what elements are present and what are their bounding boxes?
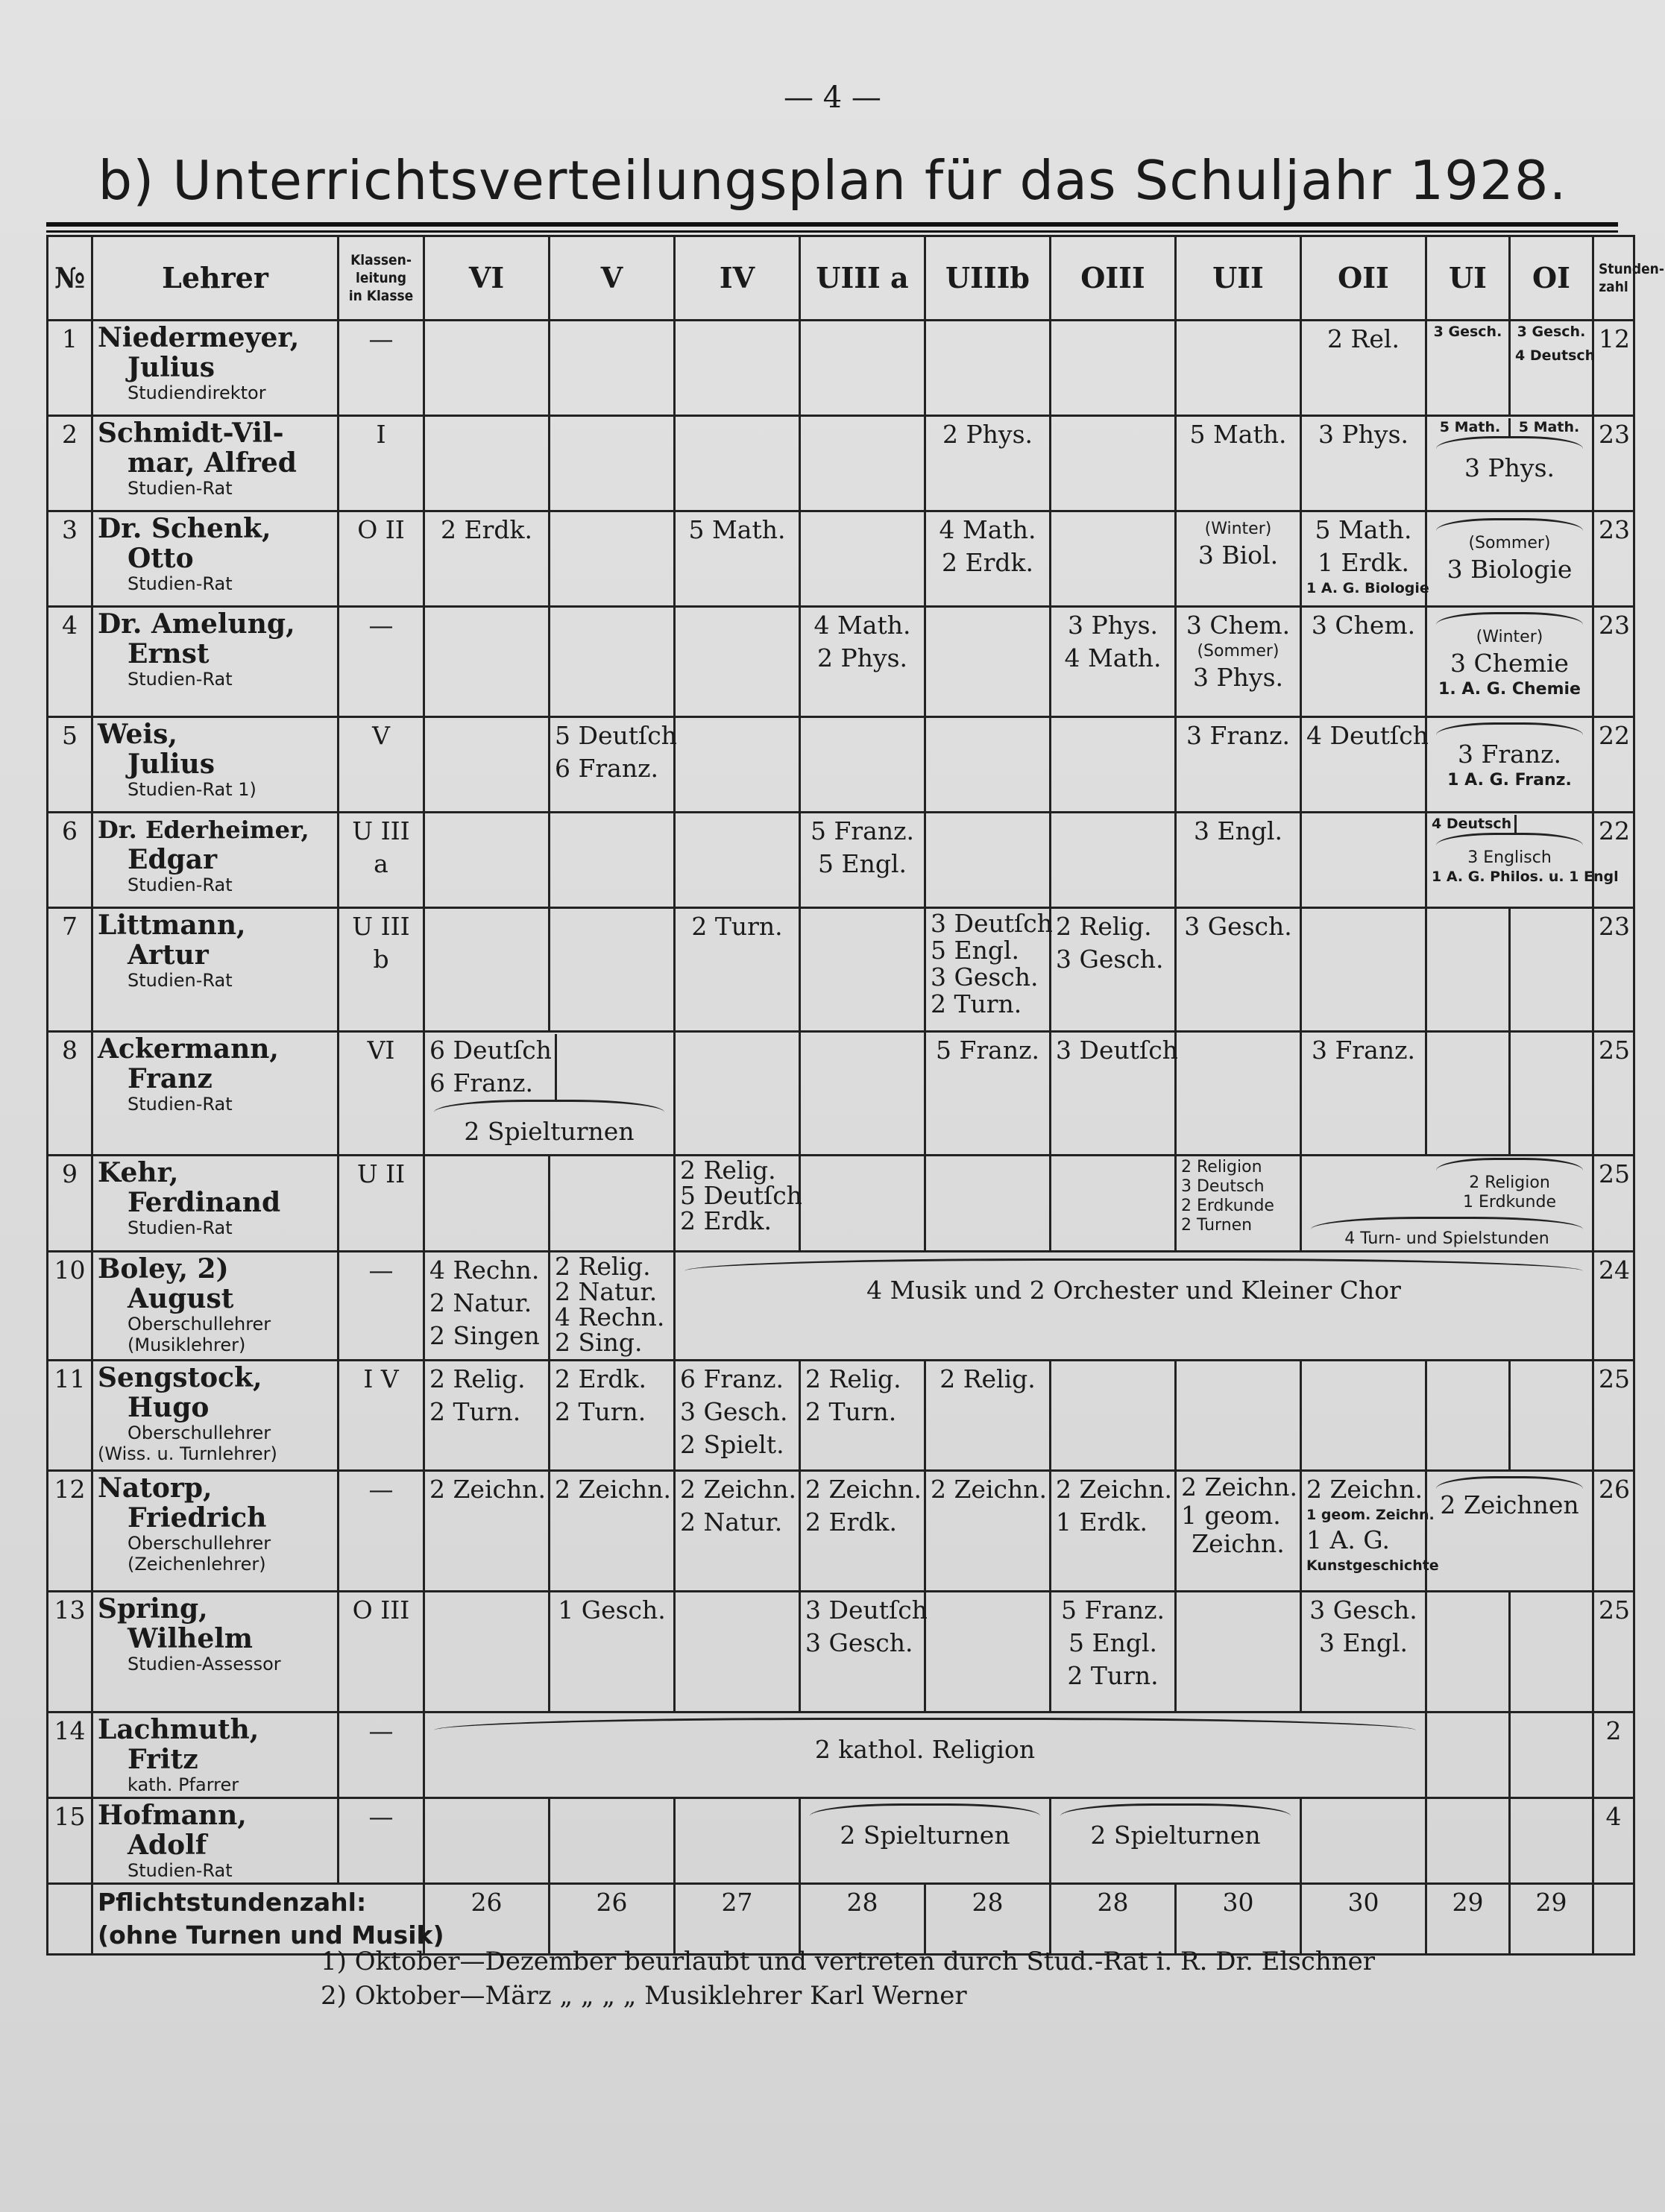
- summary-value: 26: [424, 1884, 550, 1955]
- summary-value: 28: [800, 1884, 925, 1955]
- col-header-stundenzahl: Stunden- zahl: [1593, 236, 1634, 321]
- teacher-cell: [92, 511, 339, 607]
- teacher-title: Studien-Rat: [128, 1094, 233, 1115]
- teacher-title: Studien-Rat: [128, 875, 233, 895]
- row-number: 7: [48, 908, 92, 1032]
- lesson-cell: 2 Erdk. 2 Turn.: [550, 1361, 675, 1471]
- class-lead: —: [339, 1798, 424, 1884]
- teacher-name: Hugo: [128, 1392, 210, 1423]
- class-lead: O III: [339, 1592, 424, 1712]
- lesson-cell: 2 Religion 3 Deutsch 2 Erdkunde 2 Turnen: [1176, 1156, 1301, 1252]
- lesson-cell-merged: 4 Musik und 2 Orchester und Kleiner Chor: [675, 1252, 1593, 1361]
- teacher-name: Dr. Ederheimer,: [98, 816, 309, 844]
- summary-value: 29: [1510, 1884, 1593, 1955]
- teacher-cell: [92, 1471, 339, 1592]
- teacher-title: (Zeichenlehrer): [128, 1554, 266, 1575]
- lesson-cell: 2 Turn.: [675, 908, 800, 1032]
- teacher-cell: [92, 1592, 339, 1712]
- class-lead: —: [339, 1252, 424, 1361]
- hours-total: 22: [1593, 717, 1634, 813]
- teacher-cell: [92, 717, 339, 813]
- lesson-cell: 4 Deutſch: [1301, 717, 1426, 813]
- table-row: [48, 321, 1634, 416]
- hours-total: 23: [1593, 607, 1634, 717]
- col-header-uiiib: UIIIb: [925, 236, 1051, 321]
- lesson-cell: 3 Deutſch 5 Engl. 3 Gesch. 2 Turn.: [925, 908, 1051, 1032]
- hours-total: 12: [1593, 321, 1634, 416]
- summary-value: 30: [1301, 1884, 1426, 1955]
- hours-total: 23: [1593, 908, 1634, 1032]
- teacher-name: Edgar: [128, 844, 218, 875]
- lesson-cell-merged: (Sommer) 3 Biologie: [1426, 511, 1593, 607]
- teacher-name: Hofmann,: [98, 1800, 247, 1831]
- teacher-name: Friedrich: [128, 1502, 267, 1534]
- table-row: [48, 1592, 1634, 1712]
- lesson-cell: 2 Zeichn. 1 geom. Zeichn.: [1176, 1471, 1301, 1592]
- hours-total: 22: [1593, 813, 1634, 908]
- teacher-name: Adolf: [128, 1830, 207, 1861]
- lesson-cell-merged: 2 Zeichnen: [1426, 1471, 1593, 1592]
- col-header-vi: VI: [424, 236, 550, 321]
- lesson-cell: 2 Erdk.: [424, 511, 550, 607]
- teacher-title: Oberschullehrer: [128, 1533, 271, 1554]
- col-header-lehrer: Lehrer: [92, 236, 339, 321]
- row-number: 4: [48, 607, 92, 717]
- lesson-cell: 2 Relig. 3 Gesch.: [1051, 908, 1176, 1032]
- lesson-cell: 2 Zeichn. 1 Erdk.: [1051, 1471, 1176, 1592]
- lesson-cell: 3 Engl.: [1176, 813, 1301, 908]
- teacher-cell: [92, 416, 339, 511]
- class-lead: VI: [339, 1032, 424, 1156]
- teacher-title: kath. Pfarrer: [128, 1774, 239, 1795]
- lesson-cell-merged: 2 Religion 1 Erdkunde 4 Turn- und Spielstunden: [1301, 1156, 1593, 1252]
- teacher-title: Studien-Rat 1): [128, 779, 256, 800]
- teacher-title: Studiendirektor: [128, 382, 266, 403]
- teacher-cell: [92, 1252, 339, 1361]
- table-row: [48, 1471, 1634, 1592]
- row-number: 12: [48, 1471, 92, 1592]
- lesson-cell: 2 Zeichn. 2 Natur.: [675, 1471, 800, 1592]
- lesson-cell: 3 Gesch. 3 Engl.: [1301, 1592, 1426, 1712]
- col-header-ui: UI: [1426, 236, 1510, 321]
- lesson-cell: 3 Gesch.: [1426, 321, 1510, 416]
- row-number: 14: [48, 1712, 92, 1798]
- row-number: 15: [48, 1798, 92, 1884]
- document-title: b) Unterrichtsverteilungsplan für das Schuljahr 1928.: [98, 149, 1567, 212]
- class-lead: —: [339, 1712, 424, 1798]
- teacher-title: (Musiklehrer): [128, 1335, 246, 1355]
- schedule-table: [46, 235, 1664, 1956]
- lesson-cell: 3 Phys. 4 Math.: [1051, 607, 1176, 717]
- lesson-cell: 2 Relig.: [925, 1361, 1051, 1471]
- row-number: 2: [48, 416, 92, 511]
- lesson-cell-merged: 4 Deutsch 3 Englisch 1 A. G. Philos. u. 1 Engl: [1426, 813, 1593, 908]
- footnotes: [321, 1944, 1375, 2013]
- lesson-cell: 6 Franz. 3 Gesch. 2 Spielt.: [675, 1361, 800, 1471]
- lesson-cell: 2 Relig. 2 Turn.: [800, 1361, 925, 1471]
- teacher-cell: [92, 1361, 339, 1471]
- teacher-name: Lachmuth,: [98, 1714, 259, 1745]
- teacher-name: Natorp,: [98, 1472, 213, 1504]
- class-lead: O II: [339, 511, 424, 607]
- hours-total: 25: [1593, 1032, 1634, 1156]
- header-row: [48, 236, 1634, 321]
- table-row: [48, 717, 1634, 813]
- teacher-name: Julius: [128, 352, 215, 383]
- teacher-name: Littmann,: [98, 910, 246, 941]
- teacher-name: Artur: [128, 939, 209, 971]
- table-row: [48, 1798, 1634, 1884]
- lesson-cell: 3 Chem. (Sommer) 3 Phys.: [1176, 607, 1301, 717]
- lesson-cell: 5 Deutſch 6 Franz.: [550, 717, 675, 813]
- title-rule-thin: [46, 230, 1618, 233]
- lesson-cell-merged: (Winter) 3 Chemie 1. A. G. Chemie: [1426, 607, 1593, 717]
- lesson-cell-merged: 3 Franz. 1 A. G. Franz.: [1426, 717, 1593, 813]
- footnote: 1) Oktober—Dezember beurlaubt und vertreten durch Stud.-Rat i. R. Dr. Elschner: [321, 1947, 1375, 1976]
- teacher-title: Studien-Rat: [128, 573, 233, 594]
- lesson-cell: 2 Zeichn. 1 geom. Zeichn. 1 A. G. Kunstgeschichte: [1301, 1471, 1426, 1592]
- summary-value: 28: [1051, 1884, 1176, 1955]
- lesson-cell: 5 Math.: [1176, 416, 1301, 511]
- table-row: [48, 1156, 1634, 1252]
- teacher-name: Ackermann,: [98, 1033, 279, 1065]
- row-number: 6: [48, 813, 92, 908]
- table-row: [48, 416, 1634, 511]
- lesson-cell: 4 Rechn. 2 Natur. 2 Singen: [424, 1252, 550, 1361]
- table-row: [48, 607, 1634, 717]
- row-number: 3: [48, 511, 92, 607]
- lesson-cell: 3 Gesch.: [1176, 908, 1301, 1032]
- lesson-cell: 5 Franz. 5 Engl.: [800, 813, 925, 908]
- lesson-cell: 2 Rel.: [1301, 321, 1426, 416]
- class-lead: I: [339, 416, 424, 511]
- teacher-title: Oberschullehrer: [128, 1422, 271, 1443]
- lesson-cell: 4 Math. 2 Erdk.: [925, 511, 1051, 607]
- col-header-oiii: OIII: [1051, 236, 1176, 321]
- lesson-cell: 2 Zeichn. 2 Erdk.: [800, 1471, 925, 1592]
- teacher-cell: [92, 908, 339, 1032]
- teacher-name: Franz: [128, 1063, 213, 1094]
- hours-total: 25: [1593, 1592, 1634, 1712]
- lesson-cell-merged: 2 Spielturnen: [1051, 1798, 1301, 1884]
- lesson-cell-merged: 2 Spielturnen: [800, 1798, 1051, 1884]
- teacher-title: (Wiss. u. Turnlehrer): [98, 1443, 277, 1464]
- teacher-name: mar, Alfred: [128, 447, 297, 479]
- lesson-cell: 3 Deutſch: [1051, 1032, 1176, 1156]
- hours-total: 24: [1593, 1252, 1634, 1361]
- row-number: 13: [48, 1592, 92, 1712]
- hours-total: 26: [1593, 1471, 1634, 1592]
- row-number: 10: [48, 1252, 92, 1361]
- col-header-v: V: [550, 236, 675, 321]
- teacher-name: Sengstock,: [98, 1362, 262, 1393]
- teacher-name: Otto: [128, 543, 194, 574]
- teacher-title: Oberschullehrer: [128, 1314, 271, 1335]
- teacher-cell: [92, 1712, 339, 1798]
- class-lead: I V: [339, 1361, 424, 1471]
- row-number: 5: [48, 717, 92, 813]
- col-header-iv: IV: [675, 236, 800, 321]
- lesson-cell: 5 Math. 1 Erdk. 1 A. G. Biologie: [1301, 511, 1426, 607]
- lesson-cell: 5 Franz. 5 Engl. 2 Turn.: [1051, 1592, 1176, 1712]
- teacher-cell: [92, 813, 339, 908]
- hours-total: 25: [1593, 1361, 1634, 1471]
- teacher-title: Studien-Rat: [128, 970, 233, 991]
- teacher-name: August: [128, 1283, 234, 1314]
- col-header-uii: UII: [1176, 236, 1301, 321]
- summary-label: Pflichtstundenzahl: (ohne Turnen und Musik): [92, 1884, 424, 1955]
- page-number: — 4 —: [784, 81, 881, 115]
- lesson-cell: 3 Chem.: [1301, 607, 1426, 717]
- lesson-cell: 3 Phys.: [1301, 416, 1426, 511]
- hours-total: 23: [1593, 416, 1634, 511]
- class-lead: V: [339, 717, 424, 813]
- table-row: [48, 908, 1634, 1032]
- col-header-no: №: [48, 236, 92, 321]
- col-header-oi: OI: [1510, 236, 1593, 321]
- teacher-name: Ferdinand: [128, 1187, 281, 1218]
- table-row: [48, 1032, 1634, 1156]
- teacher-name: Fritz: [128, 1744, 198, 1775]
- teacher-title: Studien-Rat: [128, 1860, 233, 1881]
- teacher-name: Spring,: [98, 1593, 208, 1625]
- footnote: 2) Oktober—März „ „ „ „ Musiklehrer Karl Werner: [321, 1981, 967, 2011]
- lesson-cell: 2 Relig. 2 Natur. 4 Rechn. 2 Sing.: [550, 1252, 675, 1361]
- title-rule-thick: [46, 222, 1618, 227]
- table-row: [48, 813, 1634, 908]
- hours-total: 4: [1593, 1798, 1634, 1884]
- col-header-oii: OII: [1301, 236, 1426, 321]
- lesson-cell: 2 Zeichn.: [550, 1471, 675, 1592]
- teacher-title: Studien-Assessor: [128, 1654, 281, 1674]
- teacher-name: Dr. Amelung,: [98, 608, 295, 640]
- lesson-cell: 3 Franz.: [1301, 1032, 1426, 1156]
- row-number: 9: [48, 1156, 92, 1252]
- lesson-cell: 5 Franz.: [925, 1032, 1051, 1156]
- class-lead: U III b: [339, 908, 424, 1032]
- lesson-cell: 5 Math.: [675, 511, 800, 607]
- teacher-title: Studien-Rat: [128, 669, 233, 690]
- row-number: 1: [48, 321, 92, 416]
- lesson-cell: 2 Relig. 2 Turn.: [424, 1361, 550, 1471]
- teacher-name: Kehr,: [98, 1157, 179, 1188]
- lesson-cell-merged: 6 Deutſch 6 Franz. 2 Spielturnen: [424, 1032, 675, 1156]
- lesson-cell: 4 Math. 2 Phys.: [800, 607, 925, 717]
- lesson-cell: 3 Gesch. 4 Deutsch: [1510, 321, 1593, 416]
- lesson-cell: 1 Gesch.: [550, 1592, 675, 1712]
- teacher-name: Julius: [128, 749, 215, 780]
- teacher-cell: [92, 1032, 339, 1156]
- teacher-name: Boley, 2): [98, 1253, 229, 1285]
- teacher-name: Weis,: [98, 719, 177, 750]
- row-number: 11: [48, 1361, 92, 1471]
- class-lead: U II: [339, 1156, 424, 1252]
- col-header-klassenleitung: Klassen- leitung in Klasse: [339, 236, 424, 321]
- col-header-uiiia: UIII a: [800, 236, 925, 321]
- class-lead: —: [339, 607, 424, 717]
- table-row: [48, 1712, 1634, 1798]
- lesson-cell: 2 Zeichn.: [925, 1471, 1051, 1592]
- hours-total: 2: [1593, 1712, 1634, 1798]
- teacher-name: Ernst: [128, 638, 210, 669]
- teacher-cell: [92, 607, 339, 717]
- lesson-cell-merged: 5 Math. 5 Math. 3 Phys.: [1426, 416, 1593, 511]
- summary-value: 29: [1426, 1884, 1510, 1955]
- hours-total: 23: [1593, 511, 1634, 607]
- teacher-name: Niedermeyer,: [98, 322, 300, 353]
- summary-value: 28: [925, 1884, 1051, 1955]
- summary-value: 26: [550, 1884, 675, 1955]
- lesson-cell: 2 Relig. 5 Deutſch 2 Erdk.: [675, 1156, 800, 1252]
- row-number: 8: [48, 1032, 92, 1156]
- summary-value: 30: [1176, 1884, 1301, 1955]
- class-lead: U III a: [339, 813, 424, 908]
- lesson-cell: 2 Phys.: [925, 416, 1051, 511]
- teacher-cell: [92, 321, 339, 416]
- teacher-title: Studien-Rat: [128, 1217, 233, 1238]
- lesson-cell: 3 Deutſch 3 Gesch.: [800, 1592, 925, 1712]
- lesson-cell: 2 Zeichn.: [424, 1471, 550, 1592]
- teacher-cell: [92, 1156, 339, 1252]
- hours-total: 25: [1593, 1156, 1634, 1252]
- teacher-name: Schmidt-Vil-: [98, 417, 284, 449]
- table-row: [48, 1361, 1634, 1471]
- class-lead: —: [339, 1471, 424, 1592]
- class-lead: —: [339, 321, 424, 416]
- lesson-cell: (Winter) 3 Biol.: [1176, 511, 1301, 607]
- teacher-title: Studien-Rat: [128, 478, 233, 499]
- table-row: [48, 511, 1634, 607]
- teacher-name: Wilhelm: [128, 1623, 253, 1654]
- teacher-name: Dr. Schenk,: [98, 513, 271, 544]
- teacher-cell: [92, 1798, 339, 1884]
- table-row: [48, 1252, 1634, 1361]
- lesson-cell-merged: 2 kathol. Religion: [424, 1712, 1426, 1798]
- lesson-cell: 3 Franz.: [1176, 717, 1301, 813]
- summary-value: 27: [675, 1884, 800, 1955]
